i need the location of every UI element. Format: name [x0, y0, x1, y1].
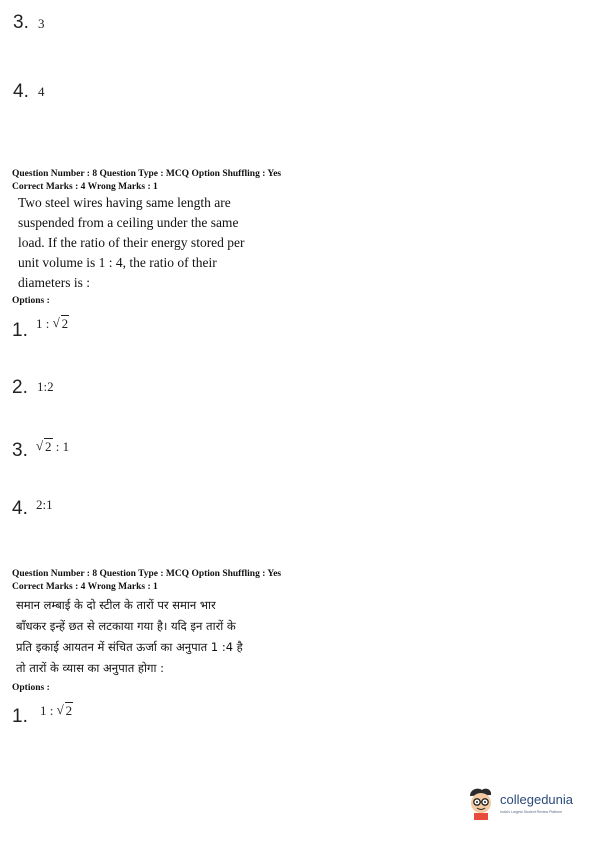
option-number: 3. [12, 440, 28, 461]
option-value: 4 [38, 84, 45, 99]
option-number: 2. [12, 377, 28, 398]
option-value: 1 : √ 2 [36, 316, 69, 332]
option-number: 4. [13, 81, 29, 102]
collegedunia-logo[interactable] [466, 786, 586, 826]
question-text-line: तो तारों के व्यास का अनुपात होगा : [16, 661, 164, 675]
option-number: 1. [12, 706, 28, 727]
sqrt-symbol: √ 2 [57, 703, 74, 719]
question-text-line: समान लम्बाई के दो स्टील के तारों पर समान भार [16, 598, 216, 612]
question-meta-line1: Question Number : 8 Question Type : MCQ Option Shuffling : Yes [12, 169, 282, 179]
question-text-line: suspended from a ceiling under the same [18, 215, 239, 230]
question-text [18, 193, 245, 293]
question-text-line: प्रति इकाई आयतन में संचित ऊर्जा का अनुपात 1 :4 है [16, 640, 243, 654]
option-value: 2:1 [36, 497, 53, 512]
option-number: 4. [12, 498, 28, 519]
sqrt-symbol: √ 2 [53, 316, 70, 332]
question-meta-line2: Correct Marks : 4 Wrong Marks : 1 [12, 182, 158, 192]
logo-name: collegedunia [500, 792, 574, 807]
question-meta [12, 568, 281, 594]
options-label: Options : [12, 296, 50, 306]
mascot-icon [466, 786, 496, 820]
option-value: 1:2 [37, 379, 54, 394]
question-text-hindi [16, 595, 243, 679]
logo-tagline: India's Largest Student Review Platform [500, 810, 563, 814]
question-text-line: diameters is : [18, 275, 90, 290]
sqrt-symbol: √ 2 [36, 439, 53, 455]
question-text-line: load. If the ratio of their energy stored per [18, 235, 245, 250]
question-meta-line2: Correct Marks : 4 Wrong Marks : 1 [12, 582, 158, 592]
question-text-line: Two steel wires having same length are [18, 195, 231, 210]
question-meta-line1: Question Number : 8 Question Type : MCQ Option Shuffling : Yes [12, 569, 282, 579]
question-text-line: unit volume is 1 : 4, the ratio of their [18, 255, 217, 270]
question-text-line: बाँधकर इन्हें छत से लटकाया गया है। यदि इन तारों के [16, 619, 236, 633]
option-number: 1. [12, 320, 28, 341]
option-value: 1 : √ 2 [40, 703, 73, 719]
option-number: 3. [13, 12, 29, 33]
question-meta [12, 168, 281, 194]
options-label: Options : [12, 683, 50, 693]
option-value: √ 2 : 1 [36, 439, 69, 455]
option-value: 3 [38, 16, 45, 31]
